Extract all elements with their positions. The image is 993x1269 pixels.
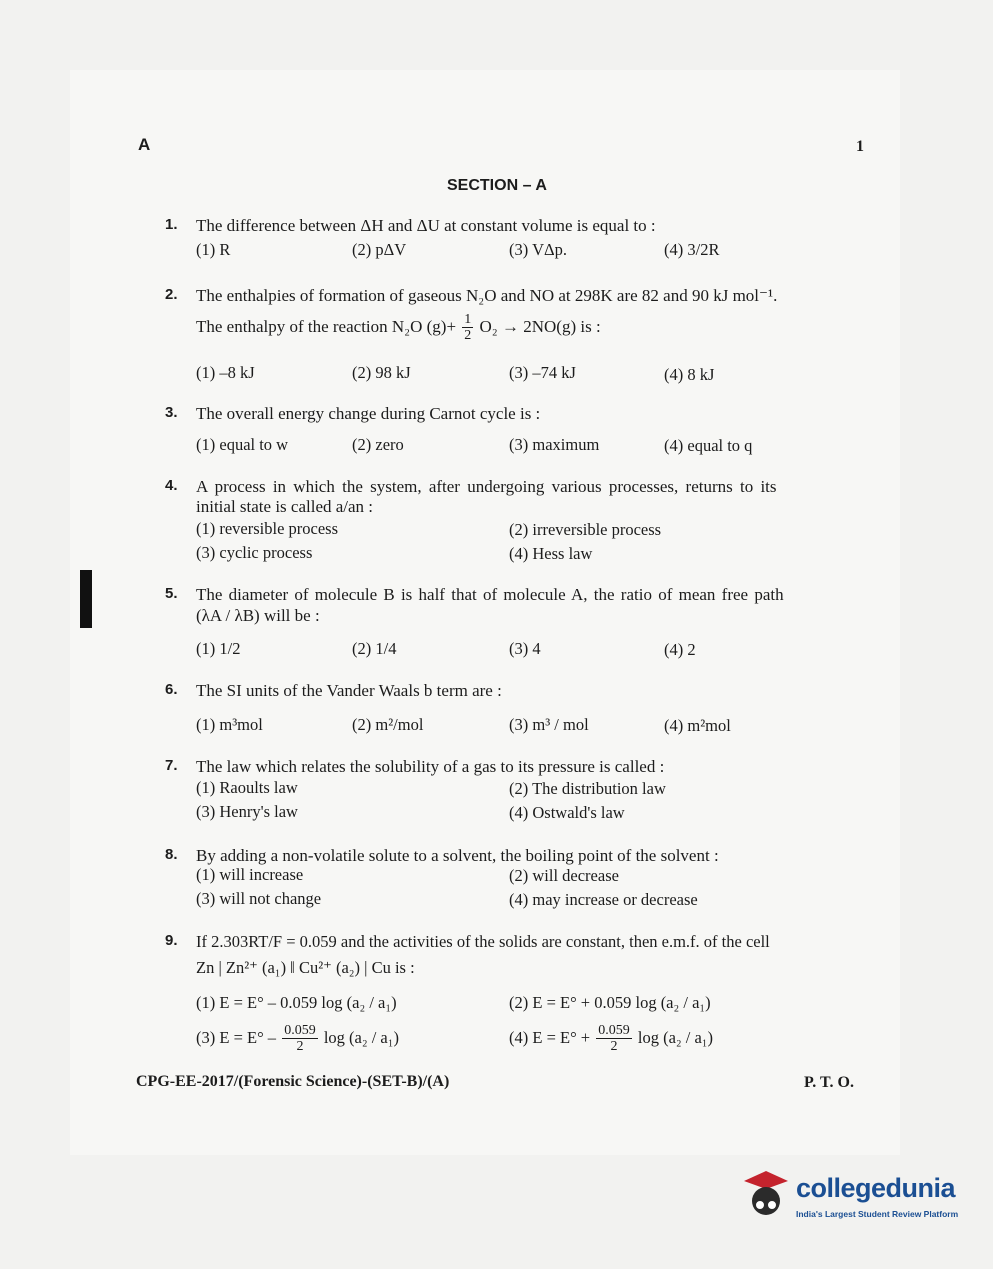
option: (4) may increase or decrease	[509, 890, 698, 909]
option: (2) 98 kJ	[352, 363, 411, 382]
option: (1) reversible process	[196, 519, 339, 538]
reaction-line	[196, 313, 601, 343]
question-text: The diameter of molecule B is half that of molecule A, the ratio of mean free path	[196, 585, 784, 604]
option: (1) m³mol	[196, 715, 263, 734]
fraction-numerator: 0.059	[284, 1023, 316, 1038]
question-text: The overall energy change during Carnot cycle is :	[196, 404, 541, 423]
option: (4) Ostwald's law	[509, 803, 625, 822]
option-prefix: (3) E = E° –	[196, 1027, 277, 1047]
question-number: 4.	[165, 477, 178, 494]
option: (3) will not change	[196, 889, 322, 908]
option: (1) equal to w	[196, 435, 289, 454]
option: (3) –74 kJ	[509, 363, 576, 382]
option: (4) 2	[664, 640, 696, 659]
mascot-eye-left	[755, 1200, 765, 1210]
option: (3) maximum	[509, 435, 600, 454]
option: (3) m³ / mol	[509, 715, 589, 734]
reaction-prefix: The enthalpy of the reaction N₂O (g)+	[196, 316, 457, 336]
question-text: (λA / λB) will be :	[196, 606, 320, 625]
option: (1) 1/2	[196, 639, 241, 658]
section-title: SECTION – A	[447, 177, 547, 194]
option	[196, 1024, 399, 1054]
question-text: If 2.303RT/F = 0.059 and the activities of the solids are constant, then e.m.f. of the cell	[196, 932, 770, 951]
option: (1) Raoults law	[196, 778, 298, 797]
question-number: 2.	[165, 286, 178, 303]
question-text: The SI units of the Vander Waals b term are :	[196, 681, 502, 700]
question-text: By adding a non-volatile solute to a solvent, the boiling point of the solvent :	[196, 846, 719, 865]
option: (4) equal to q	[664, 436, 753, 455]
option: (2) pΔV	[352, 240, 407, 259]
option: (1) –8 kJ	[196, 363, 255, 382]
option: (2) 1/4	[352, 639, 397, 658]
option: (1) R	[196, 240, 231, 259]
option: (2) will decrease	[509, 866, 619, 885]
option: (2) zero	[352, 435, 404, 454]
pto-label: P. T. O.	[804, 1074, 854, 1091]
question-text: The law which relates the solubility of a gas to its pressure is called :	[196, 757, 665, 776]
option-suffix: log (a₂ / a₁)	[323, 1027, 399, 1047]
fraction	[596, 1024, 632, 1054]
fraction-numerator: 0.059	[598, 1023, 630, 1038]
question-number: 8.	[165, 846, 178, 863]
option: (4) 3/2R	[664, 240, 720, 259]
question-number: 3.	[165, 404, 178, 421]
logo-tagline: India's Largest Student Review Platform	[796, 1209, 959, 1219]
question-number: 9.	[165, 932, 178, 949]
option-prefix: (4) E = E° +	[509, 1027, 591, 1047]
question-text: The enthalpies of formation of gaseous N₂O and NO at 298K are 82 and 90 kJ mol⁻¹.	[196, 286, 778, 305]
question-text: Zn | Zn²⁺ (a₁) ‖ Cu²⁺ (a₂) | Cu is :	[196, 958, 415, 977]
option-suffix: log (a₂ / a₁)	[637, 1027, 714, 1047]
collegedunia-logo	[738, 1165, 963, 1225]
option: (2) E = E° + 0.059 log (a₂ / a₁)	[509, 993, 711, 1012]
exam-code: CPG-EE-2017/(Forensic Science)-(SET-B)/(A)	[136, 1073, 450, 1090]
fraction	[282, 1024, 318, 1054]
option: (3) VΔp.	[509, 240, 567, 259]
reaction-suffix: O₂ → 2NO(g) is :	[479, 316, 601, 336]
mascot-eye-right	[767, 1200, 777, 1210]
question-number: 5.	[165, 585, 178, 602]
set-letter: A	[138, 135, 151, 154]
logo-mascot-icon	[738, 1167, 794, 1223]
fraction-numerator: 1	[464, 312, 472, 327]
scan-edge-mark	[80, 570, 92, 628]
option: (3) cyclic process	[196, 543, 313, 562]
fraction-denominator: 2	[296, 1039, 304, 1054]
question-text: The difference between ΔH and ΔU at constant volume is equal to :	[196, 216, 656, 235]
option: (2) The distribution law	[509, 779, 666, 798]
question-text: initial state is called a/an :	[196, 497, 374, 516]
option: (4) 8 kJ	[664, 365, 715, 384]
option: (2) irreversible process	[509, 520, 662, 539]
option: (1) E = E° – 0.059 log (a₂ / a₁)	[196, 993, 397, 1012]
fraction-denominator: 2	[464, 328, 472, 343]
fraction-denominator: 2	[610, 1039, 618, 1054]
option	[509, 1024, 713, 1054]
option: (1) will increase	[196, 865, 304, 884]
question-number: 6.	[165, 681, 178, 698]
question-text: A process in which the system, after undergoing various processes, returns to its	[196, 477, 777, 496]
option: (2) m²/mol	[352, 715, 424, 734]
option: (4) m²mol	[664, 716, 731, 735]
option: (4) Hess law	[509, 544, 593, 563]
option: (3) 4	[509, 639, 541, 658]
option: (3) Henry's law	[196, 802, 298, 821]
logo-wordmark: collegedunia	[796, 1173, 956, 1203]
question-number: 7.	[165, 757, 178, 774]
fraction	[462, 313, 473, 343]
question-number: 1.	[165, 216, 178, 233]
page-number: 1	[856, 138, 864, 155]
